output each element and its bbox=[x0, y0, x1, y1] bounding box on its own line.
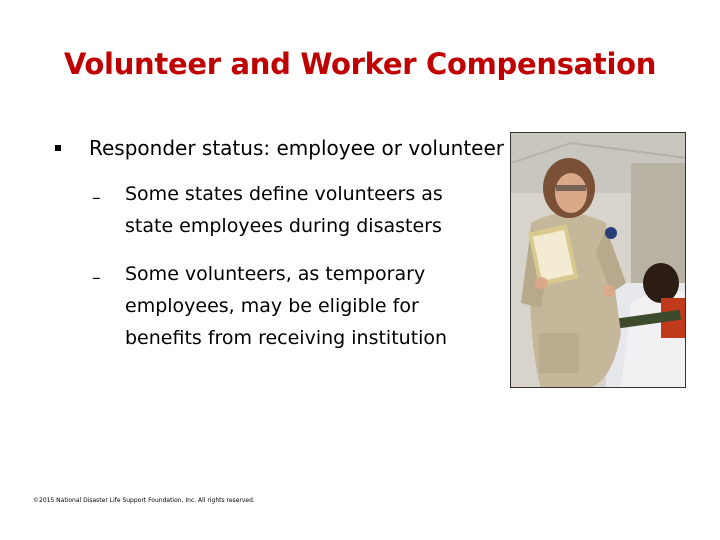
dash-bullet-icon: – bbox=[92, 188, 101, 208]
copyright-footer: ©2015 National Disaster Life Support Foundation, Inc. All rights reserved. bbox=[33, 497, 255, 504]
slide-title: Volunteer and Worker Compensation bbox=[63, 47, 657, 81]
sub-bullet-1: Some states define volunteers as state employees during disasters bbox=[125, 183, 443, 237]
square-bullet-icon bbox=[55, 145, 61, 151]
dash-bullet-icon: – bbox=[92, 268, 101, 288]
sub-bullet-2: Some volunteers, as temporary employees, may be eligible for benefits from receiving institution bbox=[125, 263, 448, 349]
photo-responder-with-clipboard bbox=[510, 132, 686, 388]
main-bullet: Responder status: employee or volunteer bbox=[89, 136, 505, 160]
